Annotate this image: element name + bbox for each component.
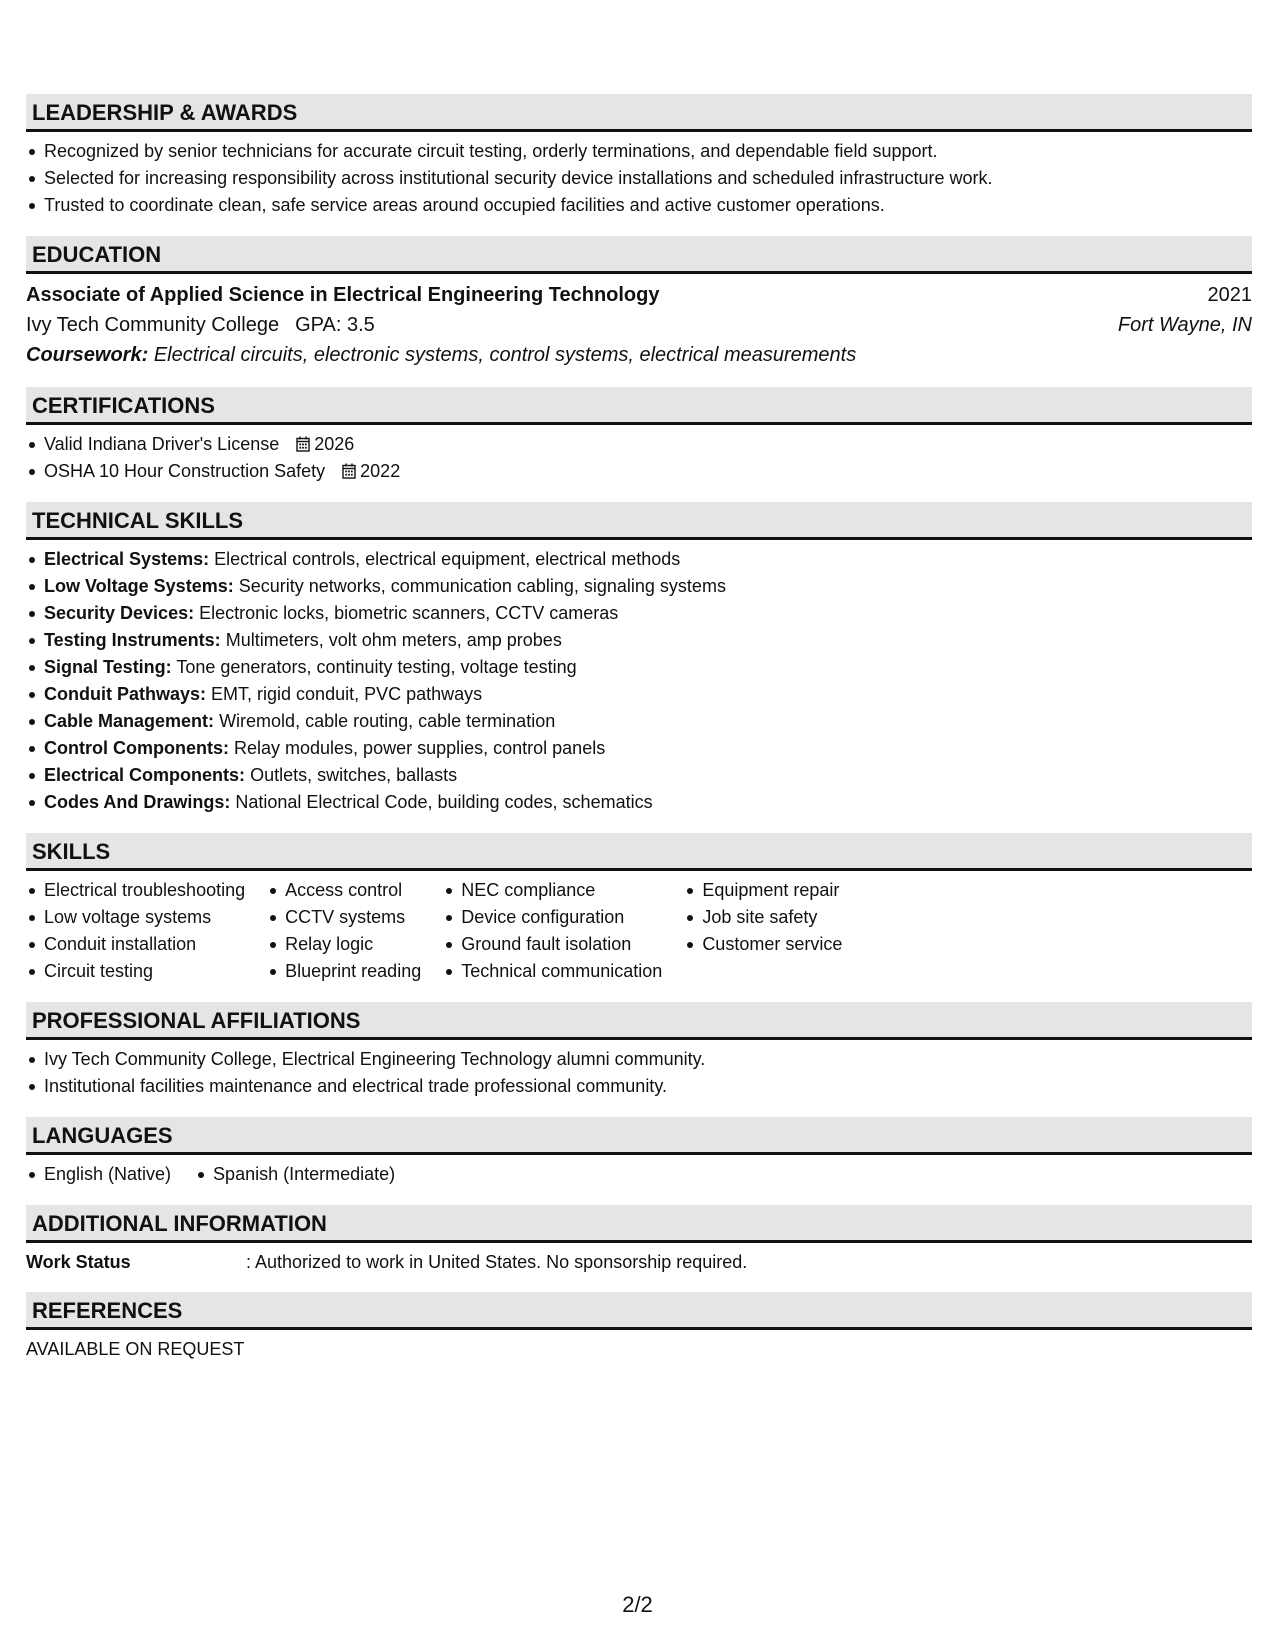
section-title-skills: SKILLS [26,833,1252,871]
section-title-affiliations: PROFESSIONAL AFFILIATIONS [26,1002,1252,1040]
skill-category: Low Voltage Systems: [44,576,234,596]
list-item: Conduit installation [44,931,245,958]
languages-row [26,1161,1252,1188]
certification-year: 2022 [360,461,401,481]
work-status-row [26,1249,1252,1275]
list-item: Equipment repair [702,877,842,904]
section-title-leadership: LEADERSHIP & AWARDS [26,94,1252,132]
list-item: Ivy Tech Community College, Electrical Engineering Technology alumni community. [44,1046,1252,1073]
certification-name: Valid Indiana Driver's License [44,434,280,454]
skill-details: Multimeters, volt ohm meters, amp probes [225,630,562,650]
list-item [44,654,1252,681]
skills-column [267,877,421,985]
technical-skills-section [26,502,1252,816]
list-item [44,735,1252,762]
skill-category: Signal Testing: [44,657,172,677]
skill-details: Relay modules, power supplies, control panels [234,738,606,758]
gpa: GPA: 3.5 [295,314,375,336]
coursework-row [26,340,1252,370]
skill-details: Wiremold, cable routing, cable termination [219,711,556,731]
section-title-additional-info: ADDITIONAL INFORMATION [26,1205,1252,1243]
skill-details: Tone generators, continuity testing, voltage testing [176,657,577,677]
list-item [44,546,1252,573]
list-item: Low voltage systems [44,904,245,931]
section-title-references: REFERENCES [26,1292,1252,1330]
education-school-row [26,310,1252,340]
list-item: Blueprint reading [285,958,421,985]
list-item [44,600,1252,627]
skill-category: Testing Instruments: [44,630,221,650]
skills-column [684,877,842,985]
education-section [26,236,1252,370]
school-name: Ivy Tech Community College [26,314,280,336]
section-title-certifications: CERTIFICATIONS [26,387,1252,425]
affiliations-list [26,1046,1252,1100]
section-title-technical-skills: TECHNICAL SKILLS [26,502,1252,540]
section-title-education: EDUCATION [26,236,1252,274]
coursework-label: Coursework: [26,344,149,366]
list-item: Trusted to coordinate clean, safe service areas around occupied facilities and active customer operations. [44,192,1252,219]
list-item [44,789,1252,816]
list-item [44,681,1252,708]
calendar-icon [296,436,310,452]
list-item: NEC compliance [461,877,662,904]
skill-category: Security Devices: [44,603,195,623]
list-item: Selected for increasing responsibility across institutional security device installations and scheduled infrastructure work. [44,165,1252,192]
affiliations-section [26,1002,1252,1100]
languages-section [26,1117,1252,1188]
work-status-value: : Authorized to work in United States. No sponsorship required. [246,1252,748,1272]
list-item: Customer service [702,931,842,958]
skill-details: Electrical controls, electrical equipment, electrical methods [214,549,681,569]
skill-details: National Electrical Code, building codes, schematics [235,792,653,812]
list-item: Institutional facilities maintenance and electrical trade professional community. [44,1073,1252,1100]
skills-column [26,877,245,985]
graduation-year: 2021 [1207,284,1252,306]
skills-column [443,877,662,985]
languages-list [195,1161,395,1188]
certification-year: 2026 [314,434,355,454]
list-item: Spanish (Intermediate) [213,1161,395,1188]
certifications-section [26,387,1252,485]
technical-skills-list [26,546,1252,816]
skill-category: Codes And Drawings: [44,792,231,812]
list-item: English (Native) [44,1161,171,1188]
skill-category: Electrical Components: [44,765,246,785]
list-item: Circuit testing [44,958,245,985]
degree-name: Associate of Applied Science in Electrical Engineering Technology [26,284,660,306]
page-number: 2/2 [622,1592,653,1617]
skill-category: Control Components: [44,738,229,758]
list-item: Device configuration [461,904,662,931]
leadership-list [26,138,1252,219]
list-item [44,627,1252,654]
calendar-icon [342,463,356,479]
list-item: Ground fault isolation [461,931,662,958]
certifications-list [26,431,1252,485]
list-item [44,431,1252,458]
list-item: Technical communication [461,958,662,985]
skill-details: EMT, rigid conduit, PVC pathways [211,684,483,704]
skill-details: Outlets, switches, ballasts [250,765,458,785]
leadership-section [26,94,1252,219]
skills-grid [26,877,1252,985]
list-item: Recognized by senior technicians for accurate circuit testing, orderly terminations, and dependable field support. [44,138,1252,165]
work-status-label: Work Status [26,1252,131,1272]
list-item: Relay logic [285,931,421,958]
skill-category: Cable Management: [44,711,215,731]
list-item [44,573,1252,600]
school-location: Fort Wayne, IN [1117,314,1252,336]
skill-category: Conduit Pathways: [44,684,207,704]
list-item: CCTV systems [285,904,421,931]
skill-details: Security networks, communication cabling, signaling systems [238,576,726,596]
languages-list [26,1161,171,1188]
list-item: Job site safety [702,904,842,931]
list-item [44,458,1252,485]
list-item [44,708,1252,735]
skills-section [26,833,1252,985]
references-section [26,1292,1252,1362]
education-degree-row [26,280,1252,310]
resume-page [26,94,1252,1379]
coursework-text: Electrical circuits, electronic systems, control systems, electrical measurements [153,344,857,366]
list-item: Electrical troubleshooting [44,877,245,904]
list-item [44,762,1252,789]
certification-name: OSHA 10 Hour Construction Safety [44,461,326,481]
section-title-languages: LANGUAGES [26,1117,1252,1155]
additional-info-section [26,1205,1252,1275]
list-item: Access control [285,877,421,904]
references-text: AVAILABLE ON REQUEST [26,1339,245,1359]
skill-category: Electrical Systems: [44,549,210,569]
skill-details: Electronic locks, biometric scanners, CCTV cameras [199,603,619,623]
